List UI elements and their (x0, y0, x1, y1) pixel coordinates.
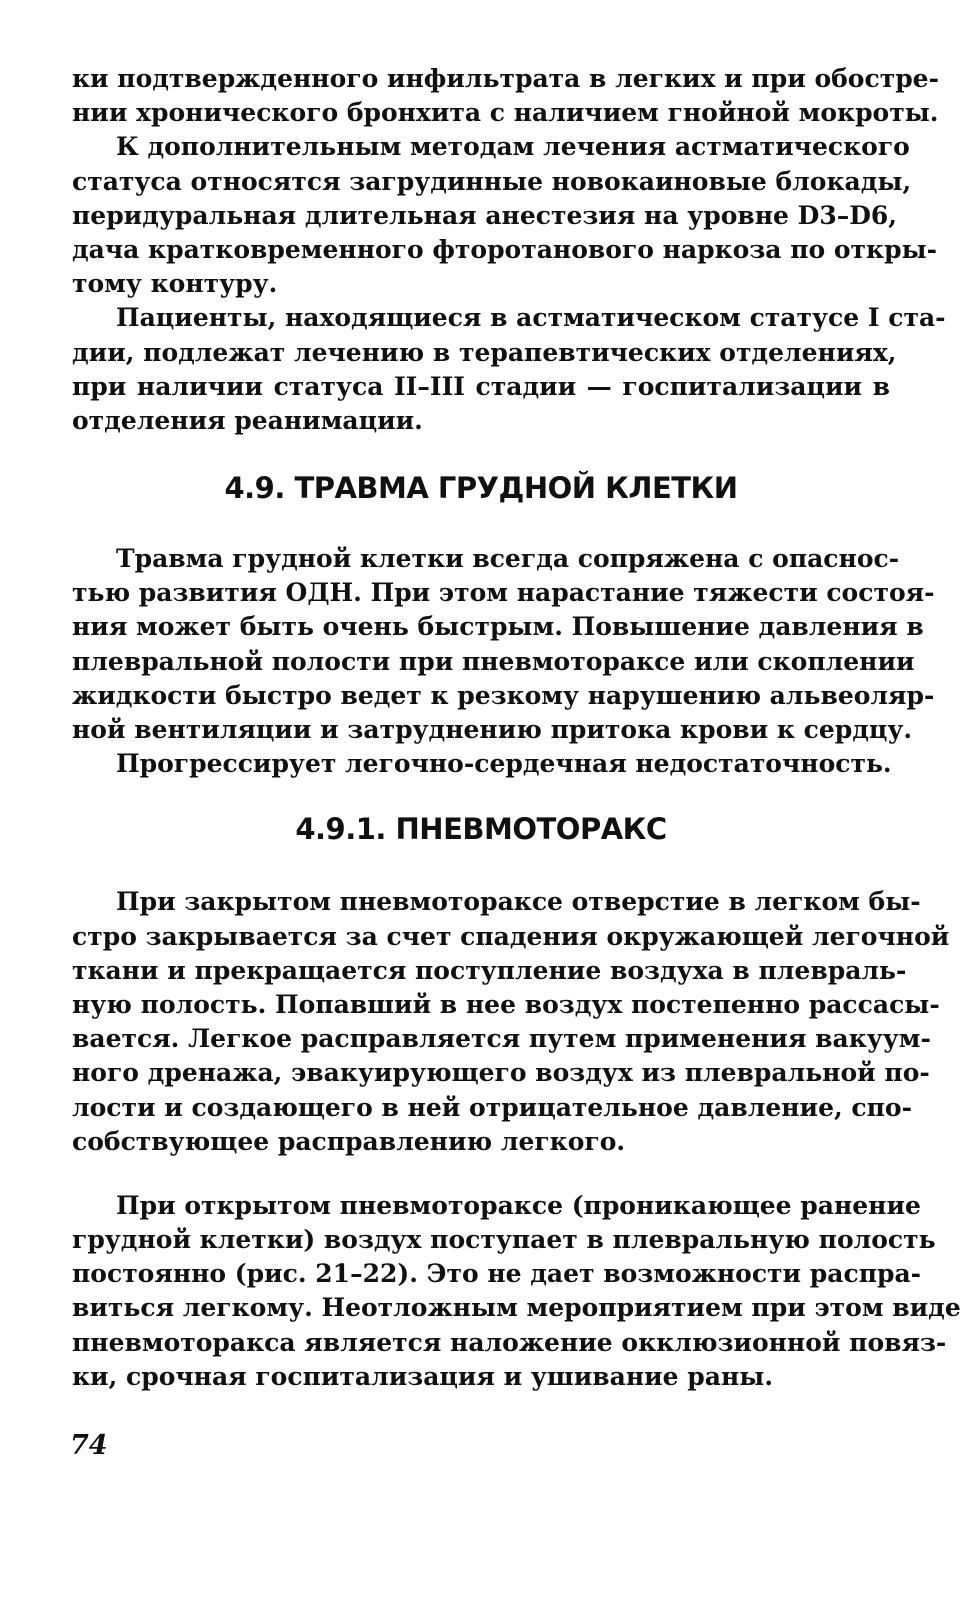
text-line: Травма грудной клетки всегда сопряжена с опаснос- (116, 544, 900, 574)
text-line: ной вентиляции и затруднению притока крови к сердцу. (72, 715, 913, 744)
paragraph-additional-methods (72, 130, 938, 301)
text-line: Прогрессирует легочно-сердечная недостаточность. (116, 749, 892, 779)
text-line: вается. Легкое расправляется путем применения вакуум- (72, 1024, 931, 1054)
text-line: перидуральная длительная анестезия на уровне D3–D6, (72, 200, 898, 230)
paragraph-closed-pneumothorax (72, 885, 950, 1159)
term-open-pneumothorax: При открытом пневмотораксе (116, 1190, 563, 1220)
section-heading-4-9-1: 4.9.1. ПНЕВМОТОРАКС (295, 812, 667, 847)
text-line: ткани и прекращается поступление воздуха в плевраль- (72, 955, 907, 985)
text-line: нии хронического бронхита с наличием гнойной мокроты. (72, 98, 939, 128)
text-line: при наличии статуса II–III стадии — госпитализации в (72, 371, 890, 401)
text-line: собствующее расправлению легкого. (72, 1126, 626, 1156)
text-line (72, 1189, 921, 1223)
page-body (72, 62, 961, 1394)
text-line: ки, срочная госпитализация и ушивание раны. (72, 1361, 774, 1391)
text-fragment: отверстие в легком бы- (562, 887, 921, 917)
text-line: постоянно (рис. 21–22). Это не дает возможности распра- (72, 1259, 922, 1289)
text-fragment: (проникающее ранение (562, 1190, 921, 1220)
text-line: грудной клетки) воздух поступает в плевральную полость (72, 1225, 936, 1255)
text-line: ную полость. Попавший в нее воздух постепенно рассасы- (72, 989, 940, 1019)
text-line: ного дренажа, эвакуирующего воздух из плевральной по- (72, 1058, 930, 1088)
term-closed-pneumothorax: При закрытом пневмотораксе (116, 887, 563, 917)
text-line: плевральной полости при пневмотораксе или скоплении (72, 646, 915, 676)
text-line: жидкости быстро ведет к резкому нарушению альвеоляр- (72, 680, 935, 710)
text-line (72, 885, 921, 919)
paragraph-chest-trauma (72, 542, 935, 781)
paragraph-open-pneumothorax (72, 1189, 961, 1394)
text-line: отделения реанимации. (72, 405, 423, 435)
text-line: К дополнительным методам лечения астматического (116, 132, 910, 162)
text-line: стро закрывается за счет спадения окружающей легочной (72, 921, 950, 951)
text-line: ки подтвержденного инфильтрата в легких и при обостре- (72, 64, 939, 93)
paragraph-patients (72, 301, 946, 438)
text-line: лости и создающего в ней отрицательное давление, спо- (72, 1092, 912, 1122)
text-line: ния может быть очень быстрым. Повышение давления в (72, 612, 924, 642)
text-line: дача кратковременного фторотанового наркоза по откры- (72, 234, 938, 264)
text-line: Пациенты, находящиеся в астматическом статусе I ста- (116, 303, 946, 333)
page-number: 74 (70, 1430, 108, 1461)
paragraph-continued (72, 62, 939, 130)
text-line: пневмоторакса является наложение окклюзионной повяз- (72, 1327, 947, 1357)
section-heading-4-9: 4.9. ТРАВМА ГРУДНОЙ КЛЕТКИ (224, 471, 738, 506)
text-line: статуса относятся загрудинные новокаиновые блокады, (72, 166, 912, 196)
text-line: дии, подлежат лечению в терапевтических отделениях, (72, 337, 897, 367)
text-line: виться легкому. Неотложным мероприятием при этом виде (72, 1293, 961, 1323)
text-line: тому контуру. (72, 269, 278, 299)
text-line: тью развития ОДН. При этом нарастание тяжести состоя- (72, 578, 935, 608)
paragraph-gap (72, 1159, 890, 1189)
